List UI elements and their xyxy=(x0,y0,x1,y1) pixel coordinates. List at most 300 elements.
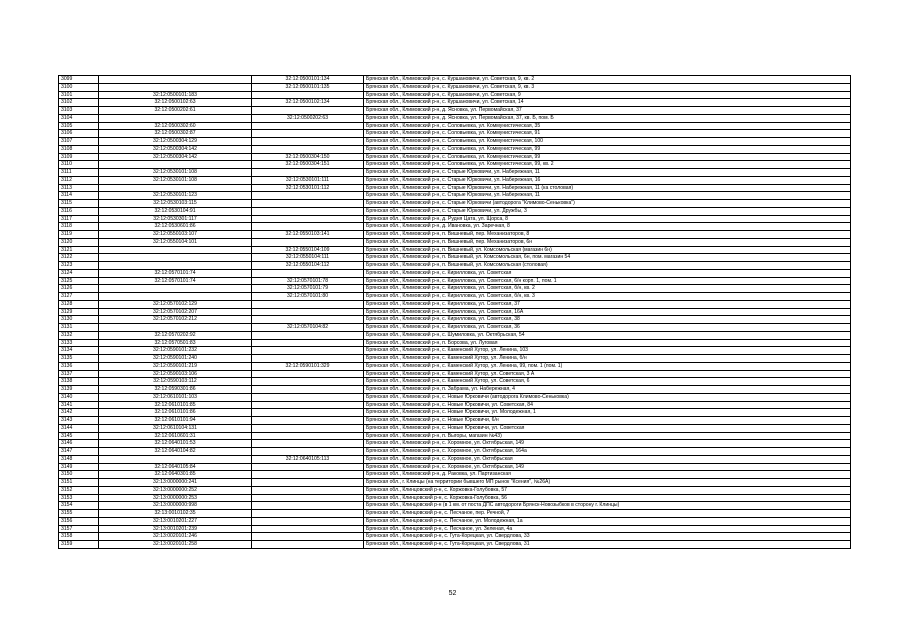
row-number-cell: 3119 xyxy=(59,231,99,239)
row-number-cell: 3115 xyxy=(59,200,99,208)
row-number-cell: 3155 xyxy=(59,510,99,518)
table-row xyxy=(59,502,851,510)
cadastral-number-premises-cell: 32:12:0550104:111 xyxy=(252,254,364,262)
cadastral-number-premises-cell xyxy=(252,347,364,355)
address-cell: Брянская обл., г. Клинцы (на территории бывшего МП рынок "Ксения", №26А) xyxy=(364,479,851,487)
cadastral-number-cell: 32:12:0530101:108 xyxy=(99,176,252,184)
cadastral-number-premises-cell: 32:12:0570101:79 xyxy=(252,285,364,293)
address-cell: Брянская обл., Клинцовский р-н, с. Гута-Корецкая, ул. Свердлова, 31 xyxy=(364,541,851,549)
address-cell: Брянская обл., Климовский р-н, п. Вишневый, пер. Механизаторов, 8 xyxy=(364,231,851,239)
address-cell: Брянская обл., Климовский р-н, с. Кирилловка, ул. Советская, б/н, кв. 2 xyxy=(364,285,851,293)
cadastral-number-premises-cell xyxy=(252,145,364,153)
row-number-cell: 3137 xyxy=(59,370,99,378)
table-row xyxy=(59,238,851,246)
cadastral-number-premises-cell xyxy=(252,192,364,200)
row-number-cell: 3157 xyxy=(59,525,99,533)
table-row xyxy=(59,269,851,277)
table-row xyxy=(59,200,851,208)
table-row xyxy=(59,223,851,231)
cadastral-number-cell: 32:12:0570102:212 xyxy=(99,316,252,324)
cadastral-number-cell: 32:12:0500102:63 xyxy=(99,99,252,107)
address-cell: Брянская обл., Климовский р-н, п. Вишневый, ул. Комсомольская (столовая) xyxy=(364,262,851,270)
cadastral-number-cell: 32:12:0530103:115 xyxy=(99,200,252,208)
cadastral-number-premises-cell xyxy=(252,386,364,394)
cadastral-number-cell: 32:12:0500202:61 xyxy=(99,107,252,115)
row-number-cell: 3143 xyxy=(59,417,99,425)
table-row xyxy=(59,262,851,270)
address-cell: Брянская обл., Климовский р-н, д. Раковка, ул. Партизанская xyxy=(364,471,851,479)
cadastral-number-cell xyxy=(99,246,252,254)
cadastral-number-cell: 32:12:0500101:183 xyxy=(99,91,252,99)
cadastral-number-premises-cell xyxy=(252,378,364,386)
address-cell: Брянская обл., Климовский р-н, с. Куршановичи, ул. Советская, 9, кв. 3 xyxy=(364,83,851,91)
address-cell: Брянская обл., Климовский р-н, с. Старые Юрковичи (автодорога "Климово-Сеньковка") xyxy=(364,200,851,208)
row-number-cell: 3147 xyxy=(59,448,99,456)
address-cell: Брянская обл., Климовский р-н, с. Хоромное, ул. Октябрьская, 164а xyxy=(364,448,851,456)
register-table-body xyxy=(59,76,851,549)
address-cell: Брянская обл., Климовский р-н, с. Новые Юрковичи, 6/н xyxy=(364,417,851,425)
cadastral-number-cell: 32:13:0000000:998 xyxy=(99,502,252,510)
cadastral-number-cell xyxy=(99,254,252,262)
row-number-cell: 3140 xyxy=(59,393,99,401)
table-row xyxy=(59,401,851,409)
row-number-cell: 3123 xyxy=(59,262,99,270)
table-row xyxy=(59,510,851,518)
address-cell: Брянская обл., Климовский р-н, с. Каменский Хутор, ул. Ленина, 99, пом. 1 (пом. 1) xyxy=(364,362,851,370)
row-number-cell: 3124 xyxy=(59,269,99,277)
row-number-cell: 3130 xyxy=(59,316,99,324)
cadastral-number-premises-cell: 32:12:0500304:150 xyxy=(252,153,364,161)
cadastral-number-cell xyxy=(99,114,252,122)
cadastral-number-cell: 32:12:0590101:240 xyxy=(99,355,252,363)
cadastral-number-cell: 32:12:0610601:31 xyxy=(99,432,252,440)
row-number-cell: 3153 xyxy=(59,494,99,502)
row-number-cell: 3101 xyxy=(59,91,99,99)
address-cell: Брянская обл., Климовский р-н, с. Кирилловка, ул. Советская, 16А xyxy=(364,308,851,316)
address-cell: Брянская обл., Климовский р-н, с. Кирилловка, ул. Советская, 36 xyxy=(364,324,851,332)
cadastral-number-premises-cell: 32:12:0500202:63 xyxy=(252,114,364,122)
address-cell: Брянская обл., Климовский р-н, с. Каменский Хутор, ул. Ленина, б/н xyxy=(364,355,851,363)
address-cell: Брянская обл., Клинцовский р-н, с. Песчаное, ул. Зеленая, 4а xyxy=(364,525,851,533)
cadastral-number-premises-cell: 32:12:0550103:141 xyxy=(252,231,364,239)
cadastral-number-premises-cell: 32:12:0550104:109 xyxy=(252,246,364,254)
address-cell: Брянская обл., Климовский р-н, д. Ясновка, ул. Первомайская, 37, кв. Б, пом. Б xyxy=(364,114,851,122)
address-cell: Брянская обл., Климовский р-н, с. Куршановичи, ул. Советская, 9, кв. 2 xyxy=(364,76,851,84)
row-number-cell: 3112 xyxy=(59,176,99,184)
row-number-cell: 3132 xyxy=(59,331,99,339)
address-cell: Брянская обл., Климовский р-н, с. Кирилловка, ул. Советская xyxy=(364,269,851,277)
table-row xyxy=(59,432,851,440)
table-row xyxy=(59,83,851,91)
address-cell: Брянская обл., Климовский р-н, с. Кирилловка, ул. Советская, 37 xyxy=(364,300,851,308)
address-cell: Брянская обл., Климовский р-н, п. Вишневый, ул. Комсомольская, 6н, пом. магазин 54 xyxy=(364,254,851,262)
cadastral-number-premises-cell: 32:12:0570101:80 xyxy=(252,293,364,301)
cadastral-number-cell: 32:12:0610101:94 xyxy=(99,417,252,425)
address-cell: Брянская обл., Климовский р-н, с. Хоромное, ул. Октябрьская xyxy=(364,455,851,463)
cadastral-number-premises-cell xyxy=(252,355,364,363)
address-cell: Брянская обл., Климовский р-н, с. Кирилловка, ул. Советская, 38 xyxy=(364,316,851,324)
address-cell: Брянская обл., Климовский р-н, п. Борсова, ул. Луговая xyxy=(364,339,851,347)
table-row xyxy=(59,448,851,456)
table-row xyxy=(59,122,851,130)
cadastral-number-premises-cell xyxy=(252,130,364,138)
cadastral-number-cell: 32:12:0530301:117 xyxy=(99,215,252,223)
cadastral-number-cell: 32:12:0500302:87 xyxy=(99,130,252,138)
table-row xyxy=(59,331,851,339)
cadastral-number-premises-cell xyxy=(252,417,364,425)
address-cell: Брянская обл., Климовский р-н, с. Старые Юрковичи, ул. Набережная, 16 xyxy=(364,176,851,184)
cadastral-number-cell: 32:13:0020101:246 xyxy=(99,533,252,541)
cadastral-number-cell: 32:12:0500304:129 xyxy=(99,138,252,146)
row-number-cell: 3120 xyxy=(59,238,99,246)
row-number-cell: 3156 xyxy=(59,517,99,525)
row-number-cell: 3158 xyxy=(59,533,99,541)
row-number-cell: 3108 xyxy=(59,145,99,153)
row-number-cell: 3105 xyxy=(59,122,99,130)
cadastral-number-cell: 32:12:0590103:106 xyxy=(99,370,252,378)
address-cell: Брянская обл., Климовский р-н, с. Каменский Хутор, ул. Советская, 6 xyxy=(364,378,851,386)
address-cell: Брянская обл., Климовский р-н, с. Старые Юрковичи, ул. Дружбы, 3 xyxy=(364,207,851,215)
cadastral-number-premises-cell: 32:12:0640105:113 xyxy=(252,455,364,463)
row-number-cell: 3134 xyxy=(59,347,99,355)
row-number-cell: 3100 xyxy=(59,83,99,91)
cadastral-number-premises-cell xyxy=(252,440,364,448)
table-row xyxy=(59,339,851,347)
address-cell: Брянская обл., Клинцовский р-н (в 1 км. от поста ДПС автодороги Брянск-Новозыбков в сторону г. Клинцы) xyxy=(364,502,851,510)
table-row xyxy=(59,362,851,370)
table-row xyxy=(59,517,851,525)
address-cell: Брянская обл., Климовский р-н, с. Соловьевка, ул. Коммунистическая, 99, кв. 2 xyxy=(364,161,851,169)
table-row xyxy=(59,192,851,200)
table-row xyxy=(59,107,851,115)
row-number-cell: 3159 xyxy=(59,541,99,549)
address-cell: Брянская обл., Климовский р-н, с. Куршановичи, ул. Советская, 14 xyxy=(364,99,851,107)
table-row xyxy=(59,324,851,332)
cadastral-number-cell xyxy=(99,293,252,301)
cadastral-number-cell: 32:12:0570102:129 xyxy=(99,300,252,308)
cadastral-number-cell: 32:12:0610101:85 xyxy=(99,401,252,409)
table-row xyxy=(59,424,851,432)
row-number-cell: 3131 xyxy=(59,324,99,332)
cadastral-number-premises-cell xyxy=(252,331,364,339)
table-row xyxy=(59,184,851,192)
table-row xyxy=(59,161,851,169)
address-cell: Брянская обл., Климовский р-н, с. Шумиловка, ул. Октябрьская, 54 xyxy=(364,331,851,339)
address-cell: Брянская обл., Климовский р-н, с. Старые Юрковичи, ул. Набережная, 11 xyxy=(364,169,851,177)
cadastral-number-cell xyxy=(99,285,252,293)
cadastral-number-cell: 32:12:0570501:83 xyxy=(99,339,252,347)
cadastral-number-premises-cell xyxy=(252,463,364,471)
cadastral-number-premises-cell: 32:12:0500102:134 xyxy=(252,99,364,107)
row-number-cell: 3138 xyxy=(59,378,99,386)
table-row xyxy=(59,494,851,502)
row-number-cell: 3106 xyxy=(59,130,99,138)
table-row xyxy=(59,293,851,301)
table-row xyxy=(59,231,851,239)
cadastral-number-premises-cell xyxy=(252,207,364,215)
cadastral-number-cell: 32:13:0020101:258 xyxy=(99,541,252,549)
cadastral-number-cell xyxy=(99,161,252,169)
cadastral-number-premises-cell xyxy=(252,541,364,549)
cadastral-number-premises-cell xyxy=(252,533,364,541)
row-number-cell: 3136 xyxy=(59,362,99,370)
cadastral-number-cell xyxy=(99,324,252,332)
table-row xyxy=(59,393,851,401)
table-row xyxy=(59,355,851,363)
cadastral-number-cell: 32:12:0500304:142 xyxy=(99,153,252,161)
table-row xyxy=(59,471,851,479)
table-row xyxy=(59,169,851,177)
cadastral-number-cell xyxy=(99,455,252,463)
row-number-cell: 3125 xyxy=(59,277,99,285)
table-row xyxy=(59,207,851,215)
address-cell: Брянская обл., Климовский р-н, с. Соловьевка, ул. Коммунистическая, 91 xyxy=(364,130,851,138)
table-row xyxy=(59,99,851,107)
cadastral-number-cell xyxy=(99,184,252,192)
address-cell: Брянская обл., Климовский р-н, с. Каменский Хутор, ул. Ленина, 103 xyxy=(364,347,851,355)
address-cell: Брянская обл., Климовский р-н, с. Новые Юрковичи (автодорога Климово-Сеньковка) xyxy=(364,393,851,401)
table-row xyxy=(59,91,851,99)
address-cell: Брянская обл., Климовский р-н, с. Куршановичи, ул. Советская, 9 xyxy=(364,91,851,99)
cadastral-number-cell xyxy=(99,76,252,84)
address-cell: Брянская обл., Климовский р-н, п. Вишневый, ул. Комсомольская (магазин 6н) xyxy=(364,246,851,254)
cadastral-number-premises-cell: 32:12:0550104:112 xyxy=(252,262,364,270)
row-number-cell: 3149 xyxy=(59,463,99,471)
address-cell: Брянская обл., Климовский р-н, п. Вишневый, пер. Механизаторов, 6н xyxy=(364,238,851,246)
row-number-cell: 3113 xyxy=(59,184,99,192)
address-cell: Брянская обл., Климовский р-н, с. Хоромное, ул. Октябрьская, 149 xyxy=(364,440,851,448)
cadastral-number-cell: 32:12:0570102:207 xyxy=(99,308,252,316)
address-cell: Брянская обл., Климовский р-н, с. Новые Юрковичи, ул. Советская, 84 xyxy=(364,401,851,409)
row-number-cell: 3102 xyxy=(59,99,99,107)
row-number-cell: 3142 xyxy=(59,409,99,417)
table-row xyxy=(59,370,851,378)
address-cell: Брянская обл., Климовский р-н, с. Соловьевка, ул. Коммунистическая, 99 xyxy=(364,153,851,161)
cadastral-number-premises-cell: 32:12:0590101:329 xyxy=(252,362,364,370)
table-row xyxy=(59,440,851,448)
address-cell: Брянская обл., Климовский р-н, п. Выгоры, магазин №43) xyxy=(364,432,851,440)
cadastral-number-cell: 32:12:0530101:123 xyxy=(99,192,252,200)
table-row xyxy=(59,130,851,138)
address-cell: Брянская обл., Климовский р-н, с. Каменский Хутор, ул. Советская, 3 А xyxy=(364,370,851,378)
table-row xyxy=(59,525,851,533)
address-cell: Брянская обл., Климовский р-н, д. Ивановка, ул. Заречная, 8 xyxy=(364,223,851,231)
cadastral-number-premises-cell xyxy=(252,432,364,440)
table-row xyxy=(59,176,851,184)
row-number-cell: 3104 xyxy=(59,114,99,122)
cadastral-number-premises-cell xyxy=(252,486,364,494)
table-row xyxy=(59,285,851,293)
cadastral-number-cell: 32:12:0530601:86 xyxy=(99,223,252,231)
cadastral-number-premises-cell xyxy=(252,169,364,177)
table-row xyxy=(59,417,851,425)
cadastral-number-cell: 32:12:0610104:131 xyxy=(99,424,252,432)
row-number-cell: 3146 xyxy=(59,440,99,448)
address-cell: Брянская обл., Клинцовский р-н, с. Гута-Корецкая, ул. Свердлова, 33 xyxy=(364,533,851,541)
cadastral-number-cell: 32:12:0550103:107 xyxy=(99,231,252,239)
cadastral-number-premises-cell xyxy=(252,510,364,518)
cadastral-number-cell: 32:12:0640301:85 xyxy=(99,471,252,479)
cadastral-number-cell: 32:12:0530104:91 xyxy=(99,207,252,215)
cadastral-number-cell: 32:12:0590101:232 xyxy=(99,347,252,355)
cadastral-number-premises-cell xyxy=(252,494,364,502)
cadastral-number-premises-cell xyxy=(252,107,364,115)
address-cell: Брянская обл., Климовский р-н, с. Соловьевка, ул. Коммунистическая, 35 xyxy=(364,122,851,130)
address-cell: Брянская обл., Клинцовский р-н, с. Песчаное, пер. Речной, 7 xyxy=(364,510,851,518)
address-cell: Брянская обл., Климовский р-н, д. Ясновка, ул. Первомайская, 37 xyxy=(364,107,851,115)
cadastral-number-cell: 32:12:0570101:74 xyxy=(99,269,252,277)
cadastral-number-premises-cell xyxy=(252,517,364,525)
page-number: 52 xyxy=(448,590,457,597)
table-row xyxy=(59,300,851,308)
cadastral-number-cell: 32:12:0610101:103 xyxy=(99,393,252,401)
address-cell: Брянская обл., Климовский р-н, д. Рудня Цата, ул. Щорса, 8 xyxy=(364,215,851,223)
cadastral-number-cell: 32:12:0640101:53 xyxy=(99,440,252,448)
table-row xyxy=(59,153,851,161)
cadastral-number-cell: 32:12:0590301:86 xyxy=(99,386,252,394)
cadastral-number-cell: 32:12:0640105:84 xyxy=(99,463,252,471)
table-row xyxy=(59,316,851,324)
cadastral-number-premises-cell xyxy=(252,223,364,231)
row-number-cell: 3116 xyxy=(59,207,99,215)
table-row xyxy=(59,463,851,471)
cadastral-number-cell: 32:12:0590103:112 xyxy=(99,378,252,386)
cadastral-number-cell: 32:13:0010102:35 xyxy=(99,510,252,518)
cadastral-number-premises-cell xyxy=(252,409,364,417)
row-number-cell: 3144 xyxy=(59,424,99,432)
cadastral-number-cell: 32:13:0000000:241 xyxy=(99,479,252,487)
row-number-cell: 3122 xyxy=(59,254,99,262)
address-cell: Брянская обл., Климовский р-н, с. Кирилловка, ул. Советская, б/н, кв. 3 xyxy=(364,293,851,301)
cadastral-number-premises-cell xyxy=(252,393,364,401)
cadastral-number-cell: 32:12:0570101:74 xyxy=(99,277,252,285)
table-row xyxy=(59,541,851,549)
cadastral-number-premises-cell xyxy=(252,424,364,432)
cadastral-number-premises-cell xyxy=(252,525,364,533)
table-row xyxy=(59,486,851,494)
address-cell: Брянская обл., Климовский р-н, с. Соловьевка, ул. Коммунистическая, 99 xyxy=(364,145,851,153)
cadastral-number-cell: 32:13:0010201:227 xyxy=(99,517,252,525)
row-number-cell: 3110 xyxy=(59,161,99,169)
row-number-cell: 3139 xyxy=(59,386,99,394)
cadastral-number-premises-cell xyxy=(252,238,364,246)
table-row xyxy=(59,347,851,355)
address-cell: Брянская обл., Клинцовский р-н, с. Коржовка-Голубовка, 56 xyxy=(364,494,851,502)
cadastral-number-premises-cell xyxy=(252,479,364,487)
row-number-cell: 3135 xyxy=(59,355,99,363)
cadastral-number-cell: 32:12:0550104:101 xyxy=(99,238,252,246)
row-number-cell: 3145 xyxy=(59,432,99,440)
cadastral-number-premises-cell xyxy=(252,471,364,479)
table-row xyxy=(59,254,851,262)
cadastral-number-premises-cell: 32:12:0500304:151 xyxy=(252,161,364,169)
cadastral-number-premises-cell xyxy=(252,339,364,347)
row-number-cell: 3129 xyxy=(59,308,99,316)
address-cell: Брянская обл., Климовский р-н, с. Старые Юрковичи, ул. Набережная, 11 (ка столовая) xyxy=(364,184,851,192)
row-number-cell: 3118 xyxy=(59,223,99,231)
cadastral-number-premises-cell: 32:12:0500101:135 xyxy=(252,83,364,91)
row-number-cell: 3121 xyxy=(59,246,99,254)
cadastral-number-cell: 32:12:0570202:92 xyxy=(99,331,252,339)
address-cell: Брянская обл., Климовский р-н, с. Кирилловка, ул. Советская, 6/н корп. 1, пом. 1 xyxy=(364,277,851,285)
cadastral-number-cell: 32:12:0500304:142 xyxy=(99,145,252,153)
table-row xyxy=(59,114,851,122)
table-row xyxy=(59,455,851,463)
row-number-cell: 3126 xyxy=(59,285,99,293)
address-cell: Брянская обл., Климовский р-н, с. Новые Юрковичи, ул. Молодежная, 1 xyxy=(364,409,851,417)
table-row xyxy=(59,76,851,84)
cadastral-number-cell xyxy=(99,83,252,91)
cadastral-number-premises-cell: 32:12:0570104:82 xyxy=(252,324,364,332)
cadastral-number-premises-cell xyxy=(252,269,364,277)
cadastral-number-premises-cell xyxy=(252,91,364,99)
cadastral-number-premises-cell xyxy=(252,502,364,510)
row-number-cell: 3103 xyxy=(59,107,99,115)
address-cell: Брянская обл., Клинцовский р-н, с. Песчаное, ул. Молодежная, 1а xyxy=(364,517,851,525)
cadastral-number-premises-cell xyxy=(252,370,364,378)
row-number-cell: 3109 xyxy=(59,153,99,161)
table-row xyxy=(59,145,851,153)
table-row xyxy=(59,246,851,254)
row-number-cell: 3099 xyxy=(59,76,99,84)
register-table xyxy=(58,75,851,549)
cadastral-number-cell: 32:12:0500302:60 xyxy=(99,122,252,130)
cadastral-number-cell: 32:13:0000000:253 xyxy=(99,494,252,502)
cadastral-number-cell xyxy=(99,262,252,270)
cadastral-number-cell: 32:12:0530101:108 xyxy=(99,169,252,177)
row-number-cell: 3127 xyxy=(59,293,99,301)
cadastral-number-cell: 32:12:0640104:82 xyxy=(99,448,252,456)
address-cell: Брянская обл., Климовский р-н, с. Соловьевка, ул. Коммунистическая, 100 xyxy=(364,138,851,146)
table-row xyxy=(59,378,851,386)
address-cell: Брянская обл., Климовский р-н, п. Забрама, ул. Набережная, 4 xyxy=(364,386,851,394)
address-cell: Брянская обл., Клинцовский р-н, с. Коржовка-Голубовка, 57 xyxy=(364,486,851,494)
cadastral-number-premises-cell: 32:12:0570101:78 xyxy=(252,277,364,285)
table-row xyxy=(59,479,851,487)
address-cell: Брянская обл., Климовский р-н, с. Хоромное, ул. Октябрьская, 149 xyxy=(364,463,851,471)
row-number-cell: 3150 xyxy=(59,471,99,479)
cadastral-number-premises-cell xyxy=(252,401,364,409)
row-number-cell: 3152 xyxy=(59,486,99,494)
table-row xyxy=(59,215,851,223)
cadastral-number-premises-cell xyxy=(252,448,364,456)
table-row xyxy=(59,138,851,146)
cadastral-number-cell: 32:12:0610101:86 xyxy=(99,409,252,417)
cadastral-number-premises-cell: 32:12:0500101:134 xyxy=(252,76,364,84)
cadastral-number-cell: 32:13:0010201:239 xyxy=(99,525,252,533)
cadastral-number-premises-cell xyxy=(252,308,364,316)
cadastral-number-premises-cell xyxy=(252,122,364,130)
row-number-cell: 3107 xyxy=(59,138,99,146)
cadastral-number-premises-cell xyxy=(252,316,364,324)
row-number-cell: 3114 xyxy=(59,192,99,200)
address-cell: Брянская обл., Климовский р-н, с. Старые Юрковичи, ул. Набережная, 11 xyxy=(364,192,851,200)
table-row xyxy=(59,308,851,316)
address-cell: Брянская обл., Климовский р-н, с. Новые Юрковичи, ул. Советская xyxy=(364,424,851,432)
cadastral-number-cell: 32:12:0590101:219 xyxy=(99,362,252,370)
cadastral-number-premises-cell: 32:12:0530101:112 xyxy=(252,184,364,192)
table-row xyxy=(59,409,851,417)
table-row xyxy=(59,386,851,394)
table-row xyxy=(59,277,851,285)
cadastral-number-premises-cell xyxy=(252,200,364,208)
row-number-cell: 3148 xyxy=(59,455,99,463)
row-number-cell: 3128 xyxy=(59,300,99,308)
row-number-cell: 3141 xyxy=(59,401,99,409)
row-number-cell: 3111 xyxy=(59,169,99,177)
cadastral-number-cell: 32:13:0000000:252 xyxy=(99,486,252,494)
cadastral-number-premises-cell xyxy=(252,215,364,223)
